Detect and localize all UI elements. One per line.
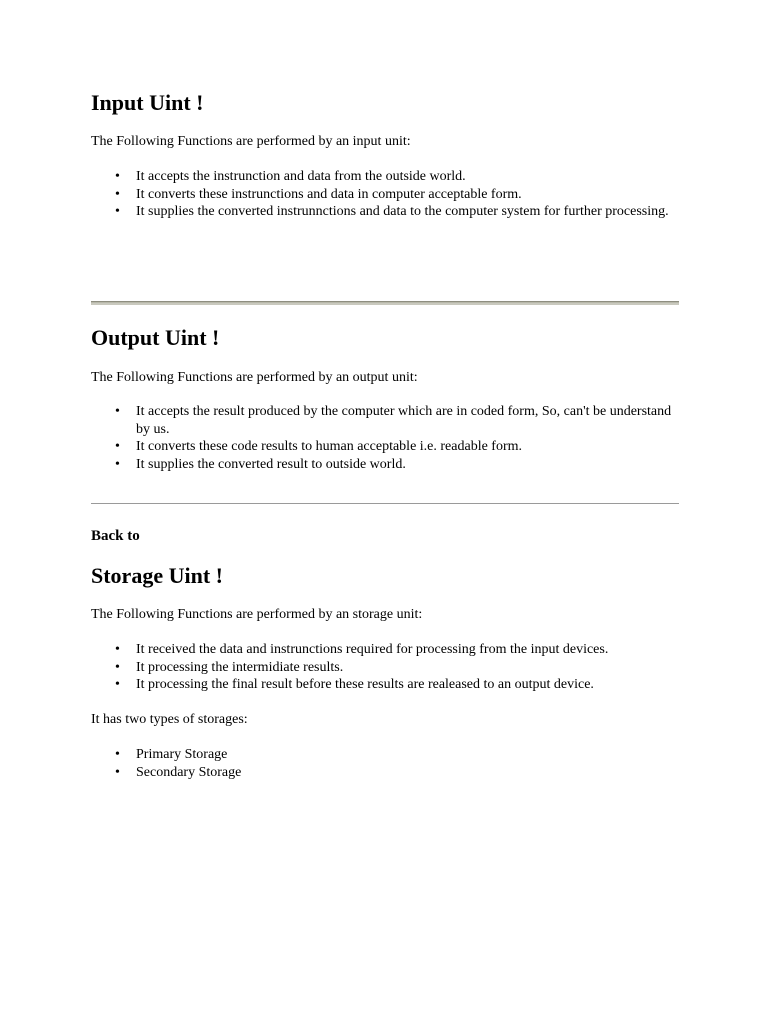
input-unit-list bbox=[91, 168, 679, 221]
output-unit-list bbox=[91, 403, 679, 473]
list-item: • It accepts the instrunction and data from the outside world. bbox=[136, 168, 679, 186]
input-unit-heading: Input Uint ! bbox=[91, 90, 204, 115]
list-item: • It received the data and instrunctions required for processing from the input devices. bbox=[136, 641, 696, 659]
storage-unit-heading: Storage Uint ! bbox=[91, 563, 223, 588]
input-unit-intro: The Following Functions are performed by an input unit: bbox=[91, 134, 411, 149]
list-item: • It processing the final result before these results are realeased to an output device. bbox=[136, 676, 696, 694]
list-item: • Primary Storage bbox=[136, 746, 679, 764]
storage-types-list bbox=[91, 746, 679, 781]
back-to-label: Back to bbox=[91, 528, 140, 544]
list-item: • It processing the intermidiate results. bbox=[136, 659, 696, 677]
section-divider bbox=[91, 301, 679, 305]
list-item: • It supplies the converted instrunnctions and data to the computer system for further processing. bbox=[136, 203, 679, 221]
list-item: • It converts these instrunctions and data in computer acceptable form. bbox=[136, 186, 679, 204]
list-item: • Secondary Storage bbox=[136, 764, 679, 782]
list-item: • It converts these code results to human acceptable i.e. readable form. bbox=[136, 438, 679, 456]
storage-types-intro: It has two types of storages: bbox=[91, 712, 248, 727]
storage-unit-list bbox=[91, 641, 696, 694]
section-divider bbox=[91, 503, 679, 504]
list-item: • It accepts the result produced by the computer which are in coded form, So, can't be understand by us. bbox=[136, 403, 679, 438]
output-unit-heading: Output Uint ! bbox=[91, 325, 220, 350]
output-unit-intro: The Following Functions are performed by an output unit: bbox=[91, 370, 418, 385]
list-item: • It supplies the converted result to outside world. bbox=[136, 456, 679, 474]
storage-unit-intro: The Following Functions are performed by an storage unit: bbox=[91, 607, 423, 622]
